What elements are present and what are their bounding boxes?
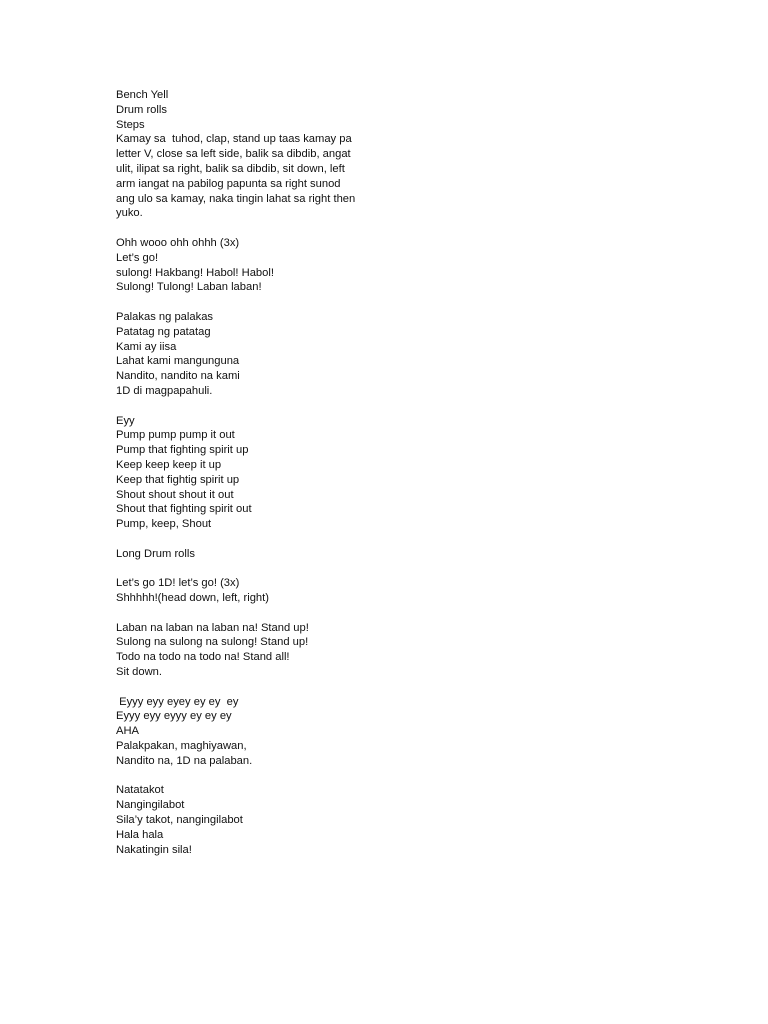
text-line: Let’s go! — [116, 251, 159, 264]
text-line: Eyy — [116, 414, 135, 427]
text-line: letter V, close sa left side, balik sa dibdib, angat — [116, 148, 351, 161]
text-line: Palakas ng palakas — [116, 310, 214, 323]
text-line: Nangingilabot — [116, 799, 185, 812]
text-line: Long Drum rolls — [116, 547, 195, 560]
text-line: Laban na laban na laban na! Stand up! — [116, 621, 309, 634]
text-line: Drum rolls — [116, 103, 167, 116]
text-line: arm iangat na pabilog papunta sa right sunod — [116, 177, 341, 190]
text-line: Pump that fighting spirit up — [116, 444, 249, 457]
text-line: sulong! Hakbang! Habol! Habol! — [116, 266, 274, 279]
text-line: yuko. — [116, 207, 143, 220]
text-line: Shout shout shout it out — [116, 488, 234, 501]
text-line: Nandito, nandito na kami — [116, 370, 240, 383]
paragraph-gap — [116, 532, 386, 547]
paragraph-gap — [116, 606, 386, 621]
text-line: Shhhhh!(head down, left, right) — [116, 592, 269, 605]
text-line: Pump pump pump it out — [116, 429, 235, 442]
text-line: Bench Yell — [116, 89, 169, 101]
text-line: Todo na todo na todo na! Stand all! — [116, 651, 290, 664]
text-line: Keep that fightig spirit up — [116, 473, 240, 486]
text-line: Sulong na sulong na sulong! Stand up! — [116, 636, 309, 649]
text-line: Pump, keep, Shout — [116, 518, 212, 531]
document-text — [116, 88, 386, 857]
text-line: Patatag ng patatag — [116, 325, 211, 338]
text-line: Keep keep keep it up — [116, 458, 222, 471]
text-line: Natatakot — [116, 784, 164, 797]
paragraph-gap — [116, 680, 386, 695]
text-line: Eyyy eyy eyyy ey ey ey — [116, 710, 232, 723]
text-line: Kami ay iisa — [116, 340, 177, 353]
text-line: AHA — [116, 725, 140, 738]
text-line: Ohh wooo ohh ohhh (3x) — [116, 236, 240, 249]
text-line: Sit down. — [116, 666, 163, 679]
text-line: ang ulo sa kamay, naka tingin lahat sa right then — [116, 192, 356, 205]
text-line: Shout that fighting spirit out — [116, 503, 252, 516]
text-line: Nakatingin sila! — [116, 843, 192, 856]
paragraph-gap — [116, 769, 386, 784]
paragraph-gap — [116, 399, 386, 414]
text-line: Eyyy eyy eyey ey ey ey — [116, 695, 239, 708]
text-line: Kamay sa tuhod, clap, stand up taas kamay pa — [116, 133, 352, 146]
text-line: Let’s go 1D! let’s go! (3x) — [116, 577, 240, 590]
text-line: Lahat kami mangunguna — [116, 355, 240, 368]
text-line: Sila’y takot, nangingilabot — [116, 814, 243, 827]
paragraph-gap — [116, 295, 386, 310]
text-line: Sulong! Tulong! Laban laban! — [116, 281, 262, 294]
text-line: ulit, ilipat sa right, balik sa dibdib, sit down, left — [116, 162, 345, 175]
text-line: Nandito na, 1D na palaban. — [116, 754, 253, 767]
text-line: 1D di magpapahuli. — [116, 384, 213, 397]
text-line: Steps — [116, 118, 145, 131]
paragraph-gap — [116, 221, 386, 236]
text-line: Palakpakan, maghiyawan, — [116, 740, 247, 753]
text-line: Hala hala — [116, 828, 164, 841]
paragraph-gap — [116, 562, 386, 577]
